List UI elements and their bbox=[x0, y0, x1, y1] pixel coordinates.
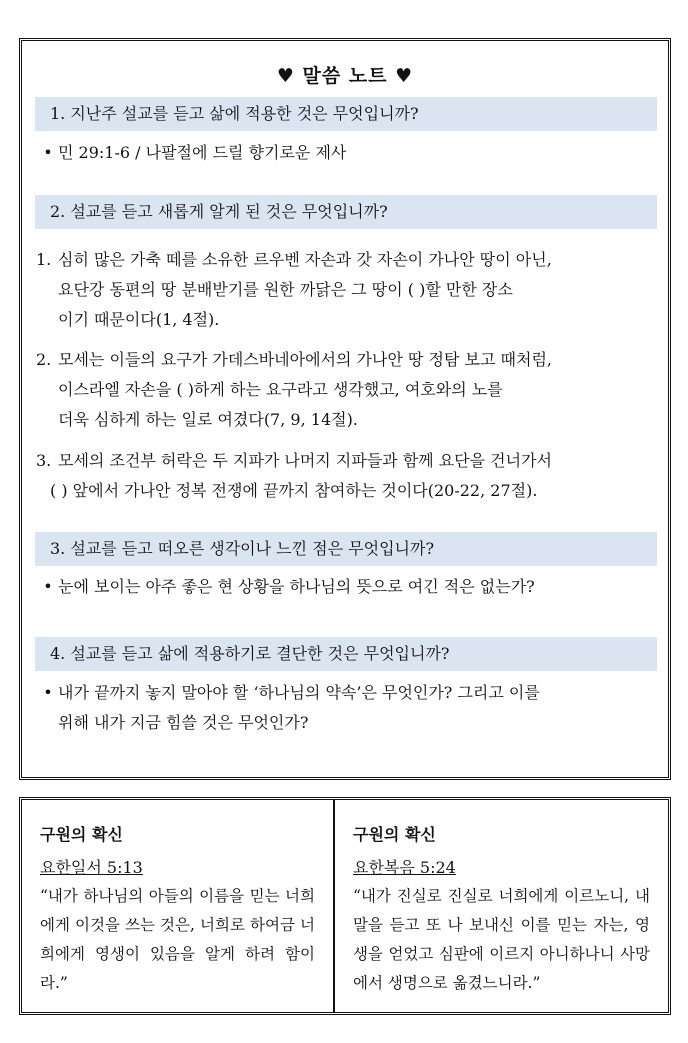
answer-1-text: 민 29:1-6 / 나팔절에 드릴 향기로운 제사 bbox=[58, 143, 347, 162]
answer-1 bbox=[38, 138, 658, 168]
item-line: 더욱 심하게 하는 일로 여겼다(7, 9, 14절). bbox=[58, 410, 358, 429]
verse-reference: 요한복음 5:24 bbox=[353, 858, 456, 877]
answer-4-line: 내가 끝까지 놓지 말아야 할 ‘하나님의 약속’은 무엇인가? 그리고 이를 bbox=[58, 683, 540, 702]
verse-card-right bbox=[335, 800, 668, 1012]
item-line: ( ) 앞에서 가나안 정복 전쟁에 끝까지 참여하는 것이다(20-22, 27절). bbox=[50, 481, 538, 500]
question-4: 4. 설교를 듣고 삶에 적용하기로 결단한 것은 무엇입니까? bbox=[35, 637, 657, 671]
bullet-icon: • bbox=[43, 577, 53, 596]
answer-3 bbox=[38, 572, 658, 602]
verse-text: “내가 진실로 진실로 너희에게 이르노니, 내 말을 듣고 또 나 보내신 이를 믿는 자는, 영생을 얻었고 심판에 이르지 아니하나니 사망에서 생명으로 옮겼느니라.” bbox=[353, 887, 650, 992]
answer-3-text: 눈에 보이는 아주 좋은 현 상황을 하나님의 뜻으로 여긴 적은 없는가? bbox=[58, 577, 535, 596]
verse-heading: 구원의 확신 bbox=[353, 825, 436, 844]
answer-4 bbox=[38, 678, 658, 738]
item-line: 심히 많은 가축 떼를 소유한 르우벤 자손과 갓 자손이 가나안 땅이 아닌, bbox=[58, 250, 552, 269]
list-item bbox=[36, 245, 661, 335]
item-number: 2. bbox=[36, 350, 52, 369]
answer-4-line: 위해 내가 지금 힘쓸 것은 무엇인가? bbox=[58, 713, 309, 732]
question-2: 2. 설교를 듣고 새롭게 알게 된 것은 무엇입니까? bbox=[35, 195, 657, 229]
item-line: 모세는 이들의 요구가 가데스바네아에서의 가나안 땅 정탐 보고 때처럼, bbox=[58, 350, 552, 369]
item-line: 이기 때문이다(1, 4절). bbox=[58, 310, 220, 329]
item-line: 요단강 동편의 땅 분배받기를 원한 까닭은 그 땅이 ( )할 만한 장소 bbox=[58, 280, 513, 299]
heart-icon: ♥ bbox=[395, 65, 414, 87]
item-line: 이스라엘 자손을 ( )하게 하는 요구라고 생각했고, 여호와의 노를 bbox=[58, 380, 503, 399]
salvation-verses-box bbox=[19, 797, 671, 1015]
heart-icon: ♥ bbox=[276, 65, 295, 87]
verse-text: “내가 하나님의 아들의 이름을 믿는 너희에게 이것을 쓰는 것은, 너희로 하여금 너희에게 영생이 있음을 알게 하려 함이라.” bbox=[40, 887, 315, 992]
verse-heading: 구원의 확신 bbox=[40, 825, 123, 844]
list-item bbox=[36, 446, 661, 506]
item-number: 3. bbox=[36, 451, 52, 470]
question-3: 3. 설교를 듣고 떠오른 생각이나 느낀 점은 무엇입니까? bbox=[35, 532, 657, 566]
bullet-icon: • bbox=[43, 683, 53, 702]
item-line: 모세의 조건부 허락은 두 지파가 나머지 지파들과 함께 요단을 건너가서 bbox=[58, 451, 552, 470]
item-number: 1. bbox=[36, 250, 52, 269]
list-item bbox=[36, 345, 661, 435]
sermon-notes-box bbox=[19, 38, 671, 780]
notes-title bbox=[22, 61, 668, 88]
verse-reference: 요한일서 5:13 bbox=[40, 858, 143, 877]
bullet-icon: • bbox=[43, 143, 53, 162]
question-1: 1. 지난주 설교를 듣고 삶에 적용한 것은 무엇입니까? bbox=[35, 97, 657, 131]
notes-title-text: 말씀 노트 bbox=[302, 65, 388, 87]
verse-card-left bbox=[22, 800, 335, 1012]
